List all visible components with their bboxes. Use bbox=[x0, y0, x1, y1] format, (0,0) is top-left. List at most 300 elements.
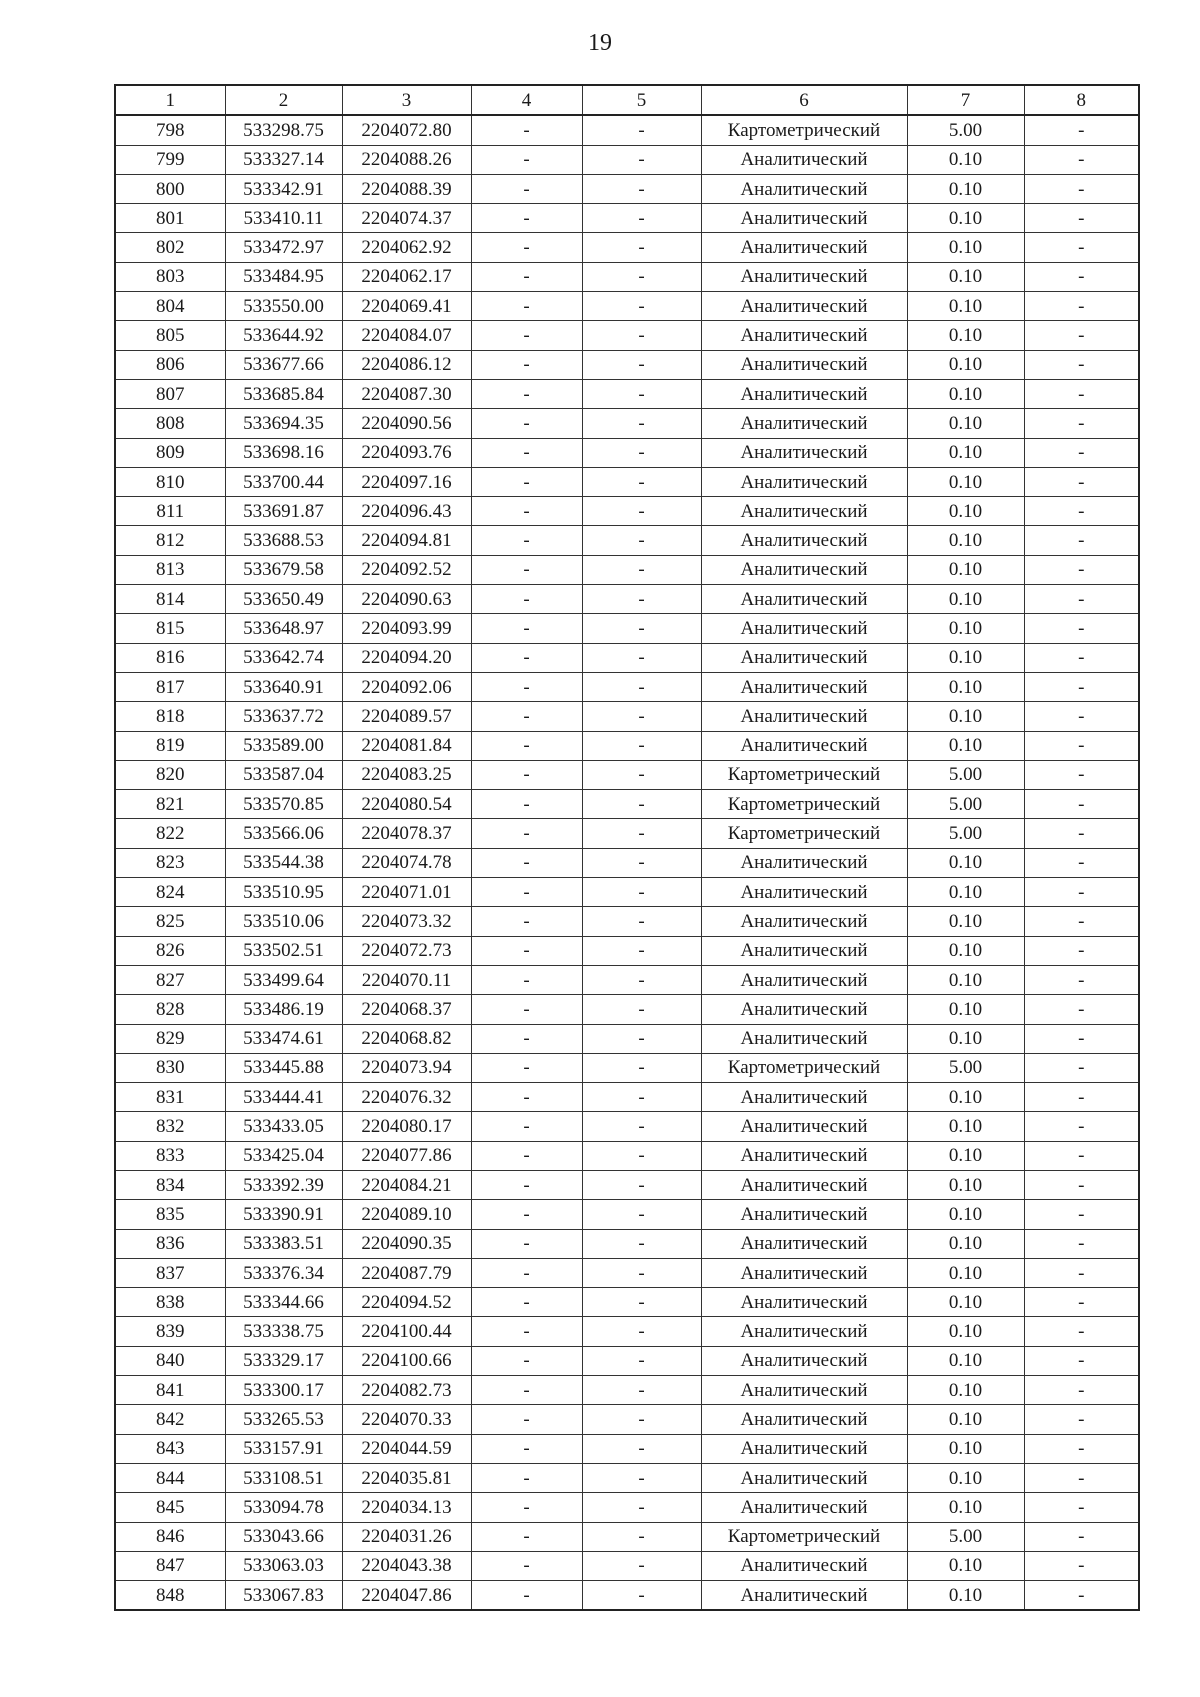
table-row bbox=[115, 1522, 1139, 1551]
table-cell: - bbox=[471, 526, 582, 555]
table-cell: - bbox=[582, 731, 701, 760]
table-cell: - bbox=[1024, 497, 1139, 526]
table-cell: 533587.04 bbox=[225, 760, 342, 789]
table-row bbox=[115, 1170, 1139, 1199]
table-cell: 533338.75 bbox=[225, 1317, 342, 1346]
table-row bbox=[115, 321, 1139, 350]
table-cell: - bbox=[582, 936, 701, 965]
table-cell: 0.10 bbox=[907, 497, 1024, 526]
table-cell: Аналитический bbox=[701, 1229, 907, 1258]
table-cell: 533445.88 bbox=[225, 1053, 342, 1082]
table-cell: - bbox=[471, 848, 582, 877]
table-row bbox=[115, 1024, 1139, 1053]
table-cell: 0.10 bbox=[907, 379, 1024, 408]
table-cell: - bbox=[582, 409, 701, 438]
table-cell: 824 bbox=[115, 878, 225, 907]
table-cell: 0.10 bbox=[907, 1083, 1024, 1112]
table-row bbox=[115, 233, 1139, 262]
table-cell: - bbox=[582, 1288, 701, 1317]
table-cell: - bbox=[471, 760, 582, 789]
table-row bbox=[115, 1112, 1139, 1141]
table-cell: 533644.92 bbox=[225, 321, 342, 350]
table-cell: - bbox=[582, 1053, 701, 1082]
table-cell: 2204062.92 bbox=[342, 233, 471, 262]
table-cell: - bbox=[1024, 1463, 1139, 1492]
table-row bbox=[115, 614, 1139, 643]
table-cell: Аналитический bbox=[701, 1463, 907, 1492]
table-cell: - bbox=[1024, 115, 1139, 145]
table-cell: 2204086.12 bbox=[342, 350, 471, 379]
table-cell: Аналитический bbox=[701, 1581, 907, 1611]
table-cell: - bbox=[582, 1170, 701, 1199]
table-cell: 0.10 bbox=[907, 1141, 1024, 1170]
table-cell: - bbox=[582, 1551, 701, 1580]
table-cell: 2204070.33 bbox=[342, 1405, 471, 1434]
table-cell: 822 bbox=[115, 819, 225, 848]
table-cell: - bbox=[1024, 409, 1139, 438]
table-cell: Аналитический bbox=[701, 438, 907, 467]
table-cell: - bbox=[582, 585, 701, 614]
table-cell: - bbox=[582, 1317, 701, 1346]
table-cell: 2204094.81 bbox=[342, 526, 471, 555]
table-cell: 845 bbox=[115, 1493, 225, 1522]
table-cell: - bbox=[1024, 1141, 1139, 1170]
table-cell: 832 bbox=[115, 1112, 225, 1141]
table-cell: 2204097.16 bbox=[342, 467, 471, 496]
table-cell: - bbox=[1024, 467, 1139, 496]
table-cell: - bbox=[471, 1053, 582, 1082]
table-cell: 0.10 bbox=[907, 233, 1024, 262]
table-cell: - bbox=[582, 174, 701, 203]
table-cell: - bbox=[582, 1346, 701, 1375]
table-cell: 0.10 bbox=[907, 1463, 1024, 1492]
table-cell: - bbox=[582, 1229, 701, 1258]
table-cell: 2204072.80 bbox=[342, 115, 471, 145]
table-cell: Аналитический bbox=[701, 614, 907, 643]
table-row bbox=[115, 848, 1139, 877]
table-cell: - bbox=[471, 936, 582, 965]
table-cell: - bbox=[582, 1405, 701, 1434]
table-cell: - bbox=[471, 409, 582, 438]
table-row bbox=[115, 672, 1139, 701]
table-cell: 533700.44 bbox=[225, 467, 342, 496]
table-cell: - bbox=[1024, 526, 1139, 555]
table-cell: - bbox=[471, 262, 582, 291]
table-cell: - bbox=[582, 643, 701, 672]
table-cell: - bbox=[582, 1141, 701, 1170]
table-cell: 2204077.86 bbox=[342, 1141, 471, 1170]
table-cell: - bbox=[582, 965, 701, 994]
table-cell: Аналитический bbox=[701, 585, 907, 614]
table-cell: 0.10 bbox=[907, 1551, 1024, 1580]
table-cell: 843 bbox=[115, 1434, 225, 1463]
table-cell: 2204031.26 bbox=[342, 1522, 471, 1551]
table-cell: 533688.53 bbox=[225, 526, 342, 555]
table-cell: - bbox=[582, 995, 701, 1024]
table-cell: 2204076.32 bbox=[342, 1083, 471, 1112]
table-cell: 837 bbox=[115, 1258, 225, 1287]
table-cell: Аналитический bbox=[701, 1024, 907, 1053]
table-cell: - bbox=[1024, 145, 1139, 174]
table-cell: - bbox=[1024, 233, 1139, 262]
table-cell: 2204081.84 bbox=[342, 731, 471, 760]
table-cell: - bbox=[1024, 790, 1139, 819]
table-cell: 798 bbox=[115, 115, 225, 145]
table-cell: 836 bbox=[115, 1229, 225, 1258]
table-cell: 809 bbox=[115, 438, 225, 467]
table-cell: - bbox=[582, 438, 701, 467]
table-cell: 805 bbox=[115, 321, 225, 350]
table-cell: 0.10 bbox=[907, 731, 1024, 760]
table-cell: 823 bbox=[115, 848, 225, 877]
column-header-4: 4 bbox=[471, 85, 582, 115]
table-cell: 0.10 bbox=[907, 585, 1024, 614]
table-row bbox=[115, 907, 1139, 936]
table-row bbox=[115, 1229, 1139, 1258]
table-cell: - bbox=[471, 115, 582, 145]
table-cell: - bbox=[471, 585, 582, 614]
table-cell: 533502.51 bbox=[225, 936, 342, 965]
table-cell: - bbox=[471, 1229, 582, 1258]
table-cell: 2204100.44 bbox=[342, 1317, 471, 1346]
table-cell: 0.10 bbox=[907, 262, 1024, 291]
table-cell: 533383.51 bbox=[225, 1229, 342, 1258]
table-cell: 0.10 bbox=[907, 526, 1024, 555]
table-row bbox=[115, 585, 1139, 614]
table-cell: - bbox=[471, 643, 582, 672]
table-cell: 533265.53 bbox=[225, 1405, 342, 1434]
table-cell: 2204080.17 bbox=[342, 1112, 471, 1141]
table-cell: 806 bbox=[115, 350, 225, 379]
table-cell: - bbox=[471, 995, 582, 1024]
table-row bbox=[115, 1376, 1139, 1405]
table-cell: 2204083.25 bbox=[342, 760, 471, 789]
table-cell: - bbox=[1024, 1581, 1139, 1611]
table-cell: - bbox=[1024, 760, 1139, 789]
table-row bbox=[115, 1434, 1139, 1463]
table-cell: - bbox=[582, 702, 701, 731]
table-cell: Аналитический bbox=[701, 174, 907, 203]
table-cell: - bbox=[1024, 1200, 1139, 1229]
table-row bbox=[115, 1551, 1139, 1580]
table-cell: - bbox=[582, 1434, 701, 1463]
table-cell: 2204090.56 bbox=[342, 409, 471, 438]
table-cell: Аналитический bbox=[701, 497, 907, 526]
table-row bbox=[115, 467, 1139, 496]
table-cell: - bbox=[1024, 204, 1139, 233]
page-number: 19 bbox=[588, 30, 612, 56]
table-cell: 830 bbox=[115, 1053, 225, 1082]
table-cell: 841 bbox=[115, 1376, 225, 1405]
table-cell: 533298.75 bbox=[225, 115, 342, 145]
table-cell: 0.10 bbox=[907, 672, 1024, 701]
table-cell: - bbox=[1024, 292, 1139, 321]
table-row bbox=[115, 262, 1139, 291]
table-cell: Аналитический bbox=[701, 262, 907, 291]
table-cell: Аналитический bbox=[701, 555, 907, 584]
table-cell: - bbox=[471, 1258, 582, 1287]
table-cell: 533698.16 bbox=[225, 438, 342, 467]
table-cell: 2204072.73 bbox=[342, 936, 471, 965]
table-cell: - bbox=[471, 204, 582, 233]
table-cell: - bbox=[1024, 1229, 1139, 1258]
table-cell: 2204044.59 bbox=[342, 1434, 471, 1463]
table-cell: 2204100.66 bbox=[342, 1346, 471, 1375]
header-row bbox=[115, 85, 1139, 115]
table-cell: 826 bbox=[115, 936, 225, 965]
table-cell: Аналитический bbox=[701, 1434, 907, 1463]
table-cell: - bbox=[582, 760, 701, 789]
table-row bbox=[115, 1141, 1139, 1170]
table-cell: - bbox=[582, 1376, 701, 1405]
table-cell: 838 bbox=[115, 1288, 225, 1317]
table-cell: - bbox=[471, 467, 582, 496]
table-cell: - bbox=[471, 731, 582, 760]
table-cell: 0.10 bbox=[907, 1229, 1024, 1258]
table-cell: Картометрический bbox=[701, 1053, 907, 1082]
table-cell: 533392.39 bbox=[225, 1170, 342, 1199]
table-cell: 0.10 bbox=[907, 1024, 1024, 1053]
table-cell: - bbox=[1024, 731, 1139, 760]
table-cell: - bbox=[471, 497, 582, 526]
table-cell: - bbox=[582, 848, 701, 877]
table-cell: 2204069.41 bbox=[342, 292, 471, 321]
table-row bbox=[115, 819, 1139, 848]
table-cell: - bbox=[582, 819, 701, 848]
table-cell: 839 bbox=[115, 1317, 225, 1346]
table-cell: - bbox=[582, 115, 701, 145]
table-row bbox=[115, 174, 1139, 203]
table-cell: - bbox=[1024, 555, 1139, 584]
table-cell: - bbox=[582, 672, 701, 701]
table-cell: 842 bbox=[115, 1405, 225, 1434]
table-cell: 833 bbox=[115, 1141, 225, 1170]
table-cell: Аналитический bbox=[701, 907, 907, 936]
table-cell: - bbox=[471, 1141, 582, 1170]
table-cell: Аналитический bbox=[701, 1317, 907, 1346]
table-cell: 799 bbox=[115, 145, 225, 174]
table-cell: - bbox=[1024, 878, 1139, 907]
table-cell: 804 bbox=[115, 292, 225, 321]
table-cell: - bbox=[1024, 174, 1139, 203]
table-cell: - bbox=[1024, 702, 1139, 731]
table-row bbox=[115, 292, 1139, 321]
table-cell: - bbox=[582, 1200, 701, 1229]
table-cell: - bbox=[471, 1405, 582, 1434]
table-row bbox=[115, 731, 1139, 760]
table-row bbox=[115, 1405, 1139, 1434]
table-cell: 533376.34 bbox=[225, 1258, 342, 1287]
column-header-1: 1 bbox=[115, 85, 225, 115]
table-cell: 801 bbox=[115, 204, 225, 233]
table-row bbox=[115, 204, 1139, 233]
table-cell: - bbox=[582, 1258, 701, 1287]
table-row bbox=[115, 1463, 1139, 1492]
table-cell: - bbox=[582, 555, 701, 584]
table-cell: 533566.06 bbox=[225, 819, 342, 848]
table-cell: 2204070.11 bbox=[342, 965, 471, 994]
table-cell: 533342.91 bbox=[225, 174, 342, 203]
table-row bbox=[115, 1083, 1139, 1112]
table-cell: - bbox=[1024, 672, 1139, 701]
table-cell: - bbox=[582, 379, 701, 408]
table-row bbox=[115, 1581, 1139, 1611]
table-cell: - bbox=[582, 145, 701, 174]
table-cell: 0.10 bbox=[907, 878, 1024, 907]
table-cell: 5.00 bbox=[907, 819, 1024, 848]
table-cell: - bbox=[1024, 438, 1139, 467]
table-cell: - bbox=[1024, 1434, 1139, 1463]
table-cell: 2204096.43 bbox=[342, 497, 471, 526]
table-cell: 848 bbox=[115, 1581, 225, 1611]
table-cell: 2204087.30 bbox=[342, 379, 471, 408]
table-cell: 2204071.01 bbox=[342, 878, 471, 907]
table-cell: - bbox=[471, 614, 582, 643]
table-cell: 808 bbox=[115, 409, 225, 438]
table-cell: - bbox=[471, 1493, 582, 1522]
table-cell: 802 bbox=[115, 233, 225, 262]
table-cell: - bbox=[471, 1024, 582, 1053]
table-cell: Аналитический bbox=[701, 145, 907, 174]
table-cell: - bbox=[1024, 262, 1139, 291]
table-cell: - bbox=[471, 350, 582, 379]
column-header-5: 5 bbox=[582, 85, 701, 115]
table-cell: - bbox=[471, 1200, 582, 1229]
table-row bbox=[115, 1258, 1139, 1287]
table-cell: 835 bbox=[115, 1200, 225, 1229]
table-cell: 2204035.81 bbox=[342, 1463, 471, 1492]
table-cell: 5.00 bbox=[907, 790, 1024, 819]
table-row bbox=[115, 1200, 1139, 1229]
table-cell: 2204062.17 bbox=[342, 262, 471, 291]
table-cell: 533043.66 bbox=[225, 1522, 342, 1551]
table-cell: 840 bbox=[115, 1346, 225, 1375]
table-cell: - bbox=[582, 204, 701, 233]
table-cell: 0.10 bbox=[907, 965, 1024, 994]
table-cell: Аналитический bbox=[701, 350, 907, 379]
table-cell: - bbox=[582, 1493, 701, 1522]
table-cell: 2204068.82 bbox=[342, 1024, 471, 1053]
table-cell: - bbox=[1024, 1346, 1139, 1375]
table-cell: 0.10 bbox=[907, 555, 1024, 584]
table-cell: 800 bbox=[115, 174, 225, 203]
table-cell: - bbox=[471, 233, 582, 262]
table-cell: 533510.95 bbox=[225, 878, 342, 907]
table-cell: - bbox=[1024, 907, 1139, 936]
table-cell: - bbox=[582, 790, 701, 819]
table-cell: 0.10 bbox=[907, 1200, 1024, 1229]
table-cell: 0.10 bbox=[907, 614, 1024, 643]
table-cell: Аналитический bbox=[701, 204, 907, 233]
table-cell: - bbox=[1024, 1112, 1139, 1141]
table-cell: - bbox=[1024, 379, 1139, 408]
table-cell: Аналитический bbox=[701, 936, 907, 965]
table-cell: 827 bbox=[115, 965, 225, 994]
table-cell: - bbox=[1024, 848, 1139, 877]
table-cell: 2204074.37 bbox=[342, 204, 471, 233]
table-cell: - bbox=[471, 1083, 582, 1112]
table-cell: 2204073.32 bbox=[342, 907, 471, 936]
table-cell: - bbox=[471, 1581, 582, 1611]
table-cell: - bbox=[1024, 965, 1139, 994]
table-row bbox=[115, 1346, 1139, 1375]
table-cell: 0.10 bbox=[907, 1581, 1024, 1611]
table-cell: 533425.04 bbox=[225, 1141, 342, 1170]
table-cell: 533108.51 bbox=[225, 1463, 342, 1492]
table-cell: - bbox=[582, 497, 701, 526]
table-cell: 0.10 bbox=[907, 907, 1024, 936]
table-row bbox=[115, 702, 1139, 731]
table-cell: - bbox=[1024, 1258, 1139, 1287]
table-cell: - bbox=[471, 174, 582, 203]
coordinates-table bbox=[114, 84, 1140, 1611]
table-row bbox=[115, 1053, 1139, 1082]
table-cell: - bbox=[1024, 1376, 1139, 1405]
table-cell: - bbox=[471, 1288, 582, 1317]
table-cell: Аналитический bbox=[701, 672, 907, 701]
table-cell: 2204092.06 bbox=[342, 672, 471, 701]
table-cell: 846 bbox=[115, 1522, 225, 1551]
table-cell: Аналитический bbox=[701, 643, 907, 672]
table-cell: 0.10 bbox=[907, 702, 1024, 731]
table-cell: 825 bbox=[115, 907, 225, 936]
table-cell: - bbox=[471, 1522, 582, 1551]
table-row bbox=[115, 878, 1139, 907]
table-cell: Аналитический bbox=[701, 1258, 907, 1287]
table-cell: 533094.78 bbox=[225, 1493, 342, 1522]
table-cell: 533472.97 bbox=[225, 233, 342, 262]
table-cell: 0.10 bbox=[907, 321, 1024, 350]
table-cell: 2204090.63 bbox=[342, 585, 471, 614]
table-body bbox=[115, 115, 1139, 1610]
column-header-6: 6 bbox=[701, 85, 907, 115]
table-cell: - bbox=[471, 907, 582, 936]
table-cell: - bbox=[582, 350, 701, 379]
table-cell: - bbox=[1024, 1083, 1139, 1112]
table-cell: 2204088.39 bbox=[342, 174, 471, 203]
table-cell: 533300.17 bbox=[225, 1376, 342, 1405]
table-cell: 0.10 bbox=[907, 643, 1024, 672]
table-cell: 533067.83 bbox=[225, 1581, 342, 1611]
table-cell: 533499.64 bbox=[225, 965, 342, 994]
table-cell: 533433.05 bbox=[225, 1112, 342, 1141]
table-cell: - bbox=[1024, 995, 1139, 1024]
table-cell: 533486.19 bbox=[225, 995, 342, 1024]
table-cell: Аналитический bbox=[701, 1493, 907, 1522]
table-row bbox=[115, 1493, 1139, 1522]
table-cell: 533570.85 bbox=[225, 790, 342, 819]
column-header-3: 3 bbox=[342, 85, 471, 115]
table-cell: 816 bbox=[115, 643, 225, 672]
table-cell: 533550.00 bbox=[225, 292, 342, 321]
table-cell: Картометрический bbox=[701, 790, 907, 819]
table-cell: - bbox=[1024, 585, 1139, 614]
table-cell: 0.10 bbox=[907, 145, 1024, 174]
table-cell: - bbox=[582, 292, 701, 321]
table-cell: Аналитический bbox=[701, 1141, 907, 1170]
table-cell: 829 bbox=[115, 1024, 225, 1053]
table-cell: - bbox=[582, 467, 701, 496]
table-row bbox=[115, 526, 1139, 555]
table-cell: 811 bbox=[115, 497, 225, 526]
table-cell: 844 bbox=[115, 1463, 225, 1492]
table-cell: Аналитический bbox=[701, 1200, 907, 1229]
table-cell: 533063.03 bbox=[225, 1551, 342, 1580]
table-cell: 803 bbox=[115, 262, 225, 291]
table-cell: 847 bbox=[115, 1551, 225, 1580]
table-cell: Картометрический bbox=[701, 115, 907, 145]
table-row bbox=[115, 1317, 1139, 1346]
